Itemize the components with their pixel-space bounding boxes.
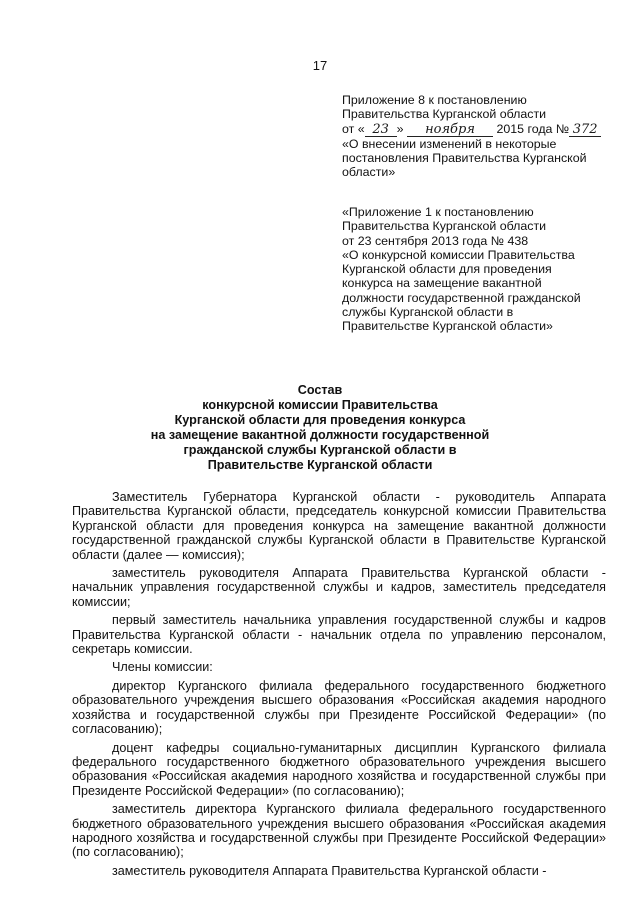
title-line: конкурсной комиссии Правительства <box>202 398 438 412</box>
body-text <box>72 490 606 878</box>
appendix-8-header <box>342 93 622 179</box>
handwritten-number: 372 <box>569 124 601 137</box>
date-year: 2015 года № <box>496 121 570 136</box>
handwritten-day: 23 <box>365 124 397 137</box>
body-paragraph: первый заместитель начальника управления государственной службы и кадров Правительства Курганской области - начальник отдела по управлению персоналом, секретарь комиссии. <box>72 613 606 657</box>
appendix-8-line-4: «О внесении изменений в некоторые <box>342 136 557 151</box>
appendix-1-line: службы Курганской области в <box>342 305 514 320</box>
title-line: на замещение вакантной должности государственной <box>150 428 490 442</box>
body-paragraph: директор Курганского филиала федерального государственного бюджетного образовательного учреждения высшего образования «Российская академия народного хозяйства и государственной службы при Президенте Российской Федерации» (по согласованию); <box>72 678 606 737</box>
page-number: 17 <box>312 58 328 73</box>
appendix-1-line: Правительстве Курганской области» <box>342 319 553 334</box>
date-mid: » <box>396 121 404 136</box>
body-paragraph: доцент кафедры социально-гуманитарных дисциплин Курганского филиала федерального государственного бюджетного образовательного учреждения высшего образования «Российская академия народного хозяйства и государственной службы при Президенте Российской Федерации» (по согласованию); <box>72 740 606 798</box>
appendix-8-line-6: области» <box>342 165 396 180</box>
appendix-1-line: «О конкурсной комиссии Правительства <box>342 247 575 262</box>
body-paragraph: Заместитель Губернатора Курганской области - руководитель Аппарата Правительства Курганской области, председатель конкурсной комиссии Правительства Курганской области для проведения конкурса на замещение вакантной должности государственной гражданской службы Курганской области в Правительстве Курганской области (далее — комиссия); <box>72 490 606 562</box>
appendix-8-line-1: Приложение 8 к постановлению <box>342 93 527 107</box>
appendix-1-line: от 23 сентября 2013 года № 438 <box>342 233 529 248</box>
appendix-8-date-line <box>342 122 622 137</box>
title-line: Состав <box>297 383 343 397</box>
appendix-1-line: «Приложение 1 к постановлению <box>342 205 534 219</box>
handwritten-month: ноября <box>407 124 493 137</box>
date-prefix: от « <box>342 121 365 136</box>
appendix-8-line-2: Правительства Курганской области <box>342 107 547 122</box>
appendix-1-line: должности государственной гражданской <box>342 290 581 305</box>
appendix-1-line: Правительства Курганской области <box>342 219 547 234</box>
appendix-1-line: Курганской области для проведения <box>342 262 552 277</box>
appendix-1-line: конкурса на замещение вакантной <box>342 276 542 291</box>
appendix-1-header <box>342 205 622 334</box>
title-line: Правительстве Курганской области <box>207 458 433 472</box>
members-heading: Члены комиссии: <box>112 660 213 675</box>
title-line: Курганской области для проведения конкурса <box>174 413 466 427</box>
title-line: гражданской службы Курганской области в <box>183 443 457 457</box>
document-title <box>100 383 540 473</box>
body-paragraph: заместитель директора Курганского филиала федерального государственного бюджетного образовательного учреждения высшего образования «Российская академия народного хозяйства и государственной службы при Президенте Российской Федерации» (по согласованию); <box>72 802 606 860</box>
body-paragraph: заместитель руководителя Аппарата Правительства Курганской области - <box>112 863 547 878</box>
body-paragraph: заместитель руководителя Аппарата Правительства Курганской области - начальник управления государственной службы и кадров, заместитель председателя комиссии; <box>72 566 606 609</box>
appendix-8-line-5: постановления Правительства Курганской <box>342 150 587 165</box>
